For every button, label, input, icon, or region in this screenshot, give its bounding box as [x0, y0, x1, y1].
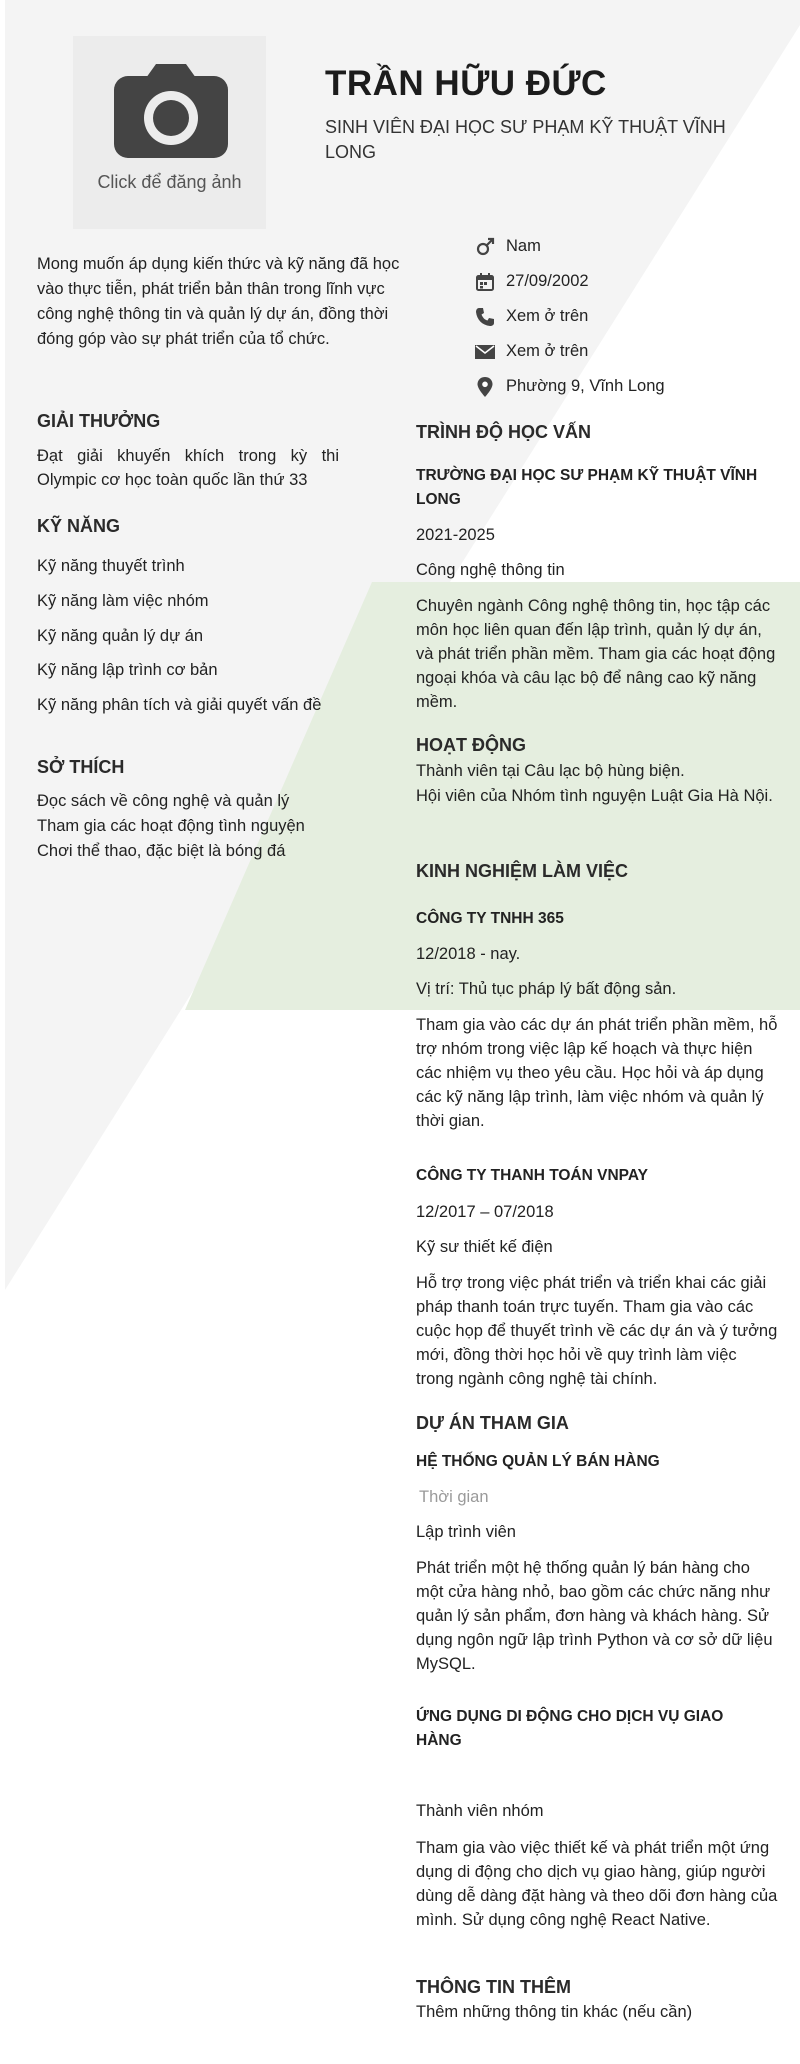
job-role: Vị trí: Thủ tục pháp lý bất động sản. — [416, 980, 677, 998]
job-description: Hỗ trợ trong việc phát triển và triển khai các giải pháp thanh toán trực tuyến. Tham gia vào các cuộc họp để thuyết trình về các dự án và ý tưởng mới, đồng thời học hỏi về quy trình làm việc trong ngành công nghệ tài chính. — [416, 1274, 778, 1388]
additional-info-text: Thêm những thông tin khác (nếu cần) — [416, 2003, 693, 2021]
skill-item: Kỹ năng phân tích và giải quyết vấn đề — [37, 696, 322, 714]
skill-item: Kỹ năng lập trình cơ bản — [37, 661, 218, 679]
project-description: Phát triển một hệ thống quản lý bán hàng cho một cửa hàng nhỏ, bao gồm các chức năng như quản lý sản phẩm, đơn hàng và khách hàng. Sử dụng ngôn ngữ lập trình Python và cơ sở dữ liệu MySQL. — [416, 1559, 773, 1673]
email-value: Xem ở trên — [506, 342, 589, 360]
project-time-placeholder[interactable]: Thời gian — [419, 1488, 489, 1506]
contact-phone — [472, 299, 792, 334]
photo-upload[interactable] — [73, 36, 266, 229]
education-heading: TRÌNH ĐỘ HỌC VẤN — [416, 422, 591, 442]
activities-line-2: Hội viên của Nhóm tình nguyện Luật Gia Hà Nội. — [416, 787, 773, 805]
birthday-value: 27/09/2002 — [506, 272, 589, 290]
career-objective: Mong muốn áp dụng kiến thức và kỹ năng đã học vào thực tiễn, phát triển bản thân trong lĩnh vực công nghệ thông tin và quản lý dự án, đồng thời đóng góp vào sự phát triển của tổ chức. — [37, 255, 400, 348]
calendar-icon — [472, 271, 498, 293]
candidate-name: TRẦN HỮU ĐỨC — [325, 64, 607, 103]
contact-gender — [472, 229, 792, 264]
job-period: 12/2018 - nay. — [416, 945, 521, 963]
project-name: HỆ THỐNG QUẢN LÝ BÁN HÀNG — [416, 1453, 660, 1470]
skill-item: Kỹ năng quản lý dự án — [37, 627, 204, 645]
education-school: TRƯỜNG ĐẠI HỌC SƯ PHẠM KỸ THUẬT VĨNH LONG — [416, 467, 758, 508]
photo-caption: Click để đăng ảnh — [97, 172, 242, 192]
job-description: Tham gia vào các dự án phát triển phần mềm, hỗ trợ nhóm trong việc lập kế hoạch và thực hiện các nhiệm vụ theo yêu cầu. Học hỏi và áp dụng các kỹ năng lập trình, làm việc nhóm và quản lý thời gian. — [416, 1016, 778, 1130]
hobby-item: Đọc sách về công nghệ và quản lý — [37, 792, 290, 810]
education-major: Công nghệ thông tin — [416, 561, 565, 579]
project-name: ỨNG DỤNG DI ĐỘNG CHO DỊCH VỤ GIAO HÀNG — [416, 1708, 724, 1749]
gender-value: Nam — [506, 237, 541, 255]
location-pin-icon — [472, 376, 498, 398]
job-role: Kỹ sư thiết kế điện — [416, 1238, 553, 1256]
contact-email — [472, 334, 792, 369]
phone-value: Xem ở trên — [506, 307, 589, 325]
experience-heading: KINH NGHIỆM LÀM VIỆC — [416, 861, 629, 881]
education-years: 2021-2025 — [416, 526, 495, 544]
contact-address — [472, 369, 792, 404]
project-role: Lập trình viên — [416, 1523, 516, 1541]
skill-item: Kỹ năng thuyết trình — [37, 557, 185, 575]
activities-line-1: Thành viên tại Câu lạc bộ hùng biện. — [416, 762, 685, 780]
candidate-title: SINH VIÊN ĐẠI HỌC SƯ PHẠM KỸ THUẬT VĨNH LONG — [325, 117, 726, 162]
activities-heading: HOẠT ĐỘNG — [416, 735, 526, 755]
hobbies-heading: SỞ THÍCH — [37, 757, 125, 777]
gender-icon — [472, 236, 498, 258]
contact-list — [472, 229, 792, 404]
phone-icon — [472, 306, 498, 328]
job-company: CÔNG TY TNHH 365 — [416, 910, 564, 927]
awards-heading: GIẢI THƯỞNG — [37, 411, 161, 431]
awards-text: Đạt giải khuyến khích trong kỳ thi Olympic cơ học toàn quốc lần thứ 33 — [37, 447, 339, 489]
projects-heading: DỰ ÁN THAM GIA — [416, 1413, 569, 1433]
camera-icon — [112, 62, 230, 159]
project-role: Thành viên nhóm — [416, 1802, 544, 1820]
project-description: Tham gia vào việc thiết kế và phát triển một ứng dụng di động cho dịch vụ giao hàng, giúp người dùng dễ dàng đặt hàng và theo dõi đơn hàng của mình. Sử dụng công nghệ React Native. — [416, 1839, 778, 1929]
education-description: Chuyên ngành Công nghệ thông tin, học tập các môn học liên quan đến lập trình, quản lý dự án, và phát triển phần mềm. Tham gia các hoạt động ngoại khóa và câu lạc bộ để nâng cao kỹ năng mềm. — [416, 597, 776, 711]
job-period: 12/2017 – 07/2018 — [416, 1203, 554, 1221]
email-icon — [472, 341, 498, 363]
address-value: Phường 9, Vĩnh Long — [506, 377, 665, 395]
job-company: CÔNG TY THANH TOÁN VNPAY — [416, 1167, 648, 1184]
additional-info-heading: THÔNG TIN THÊM — [416, 1977, 571, 1997]
skills-heading: KỸ NĂNG — [37, 516, 121, 536]
hobby-item: Tham gia các hoạt động tình nguyện — [37, 817, 305, 835]
hobby-item: Chơi thể thao, đặc biệt là bóng đá — [37, 842, 286, 860]
contact-birthday — [472, 264, 792, 299]
skill-item: Kỹ năng làm việc nhóm — [37, 592, 209, 610]
